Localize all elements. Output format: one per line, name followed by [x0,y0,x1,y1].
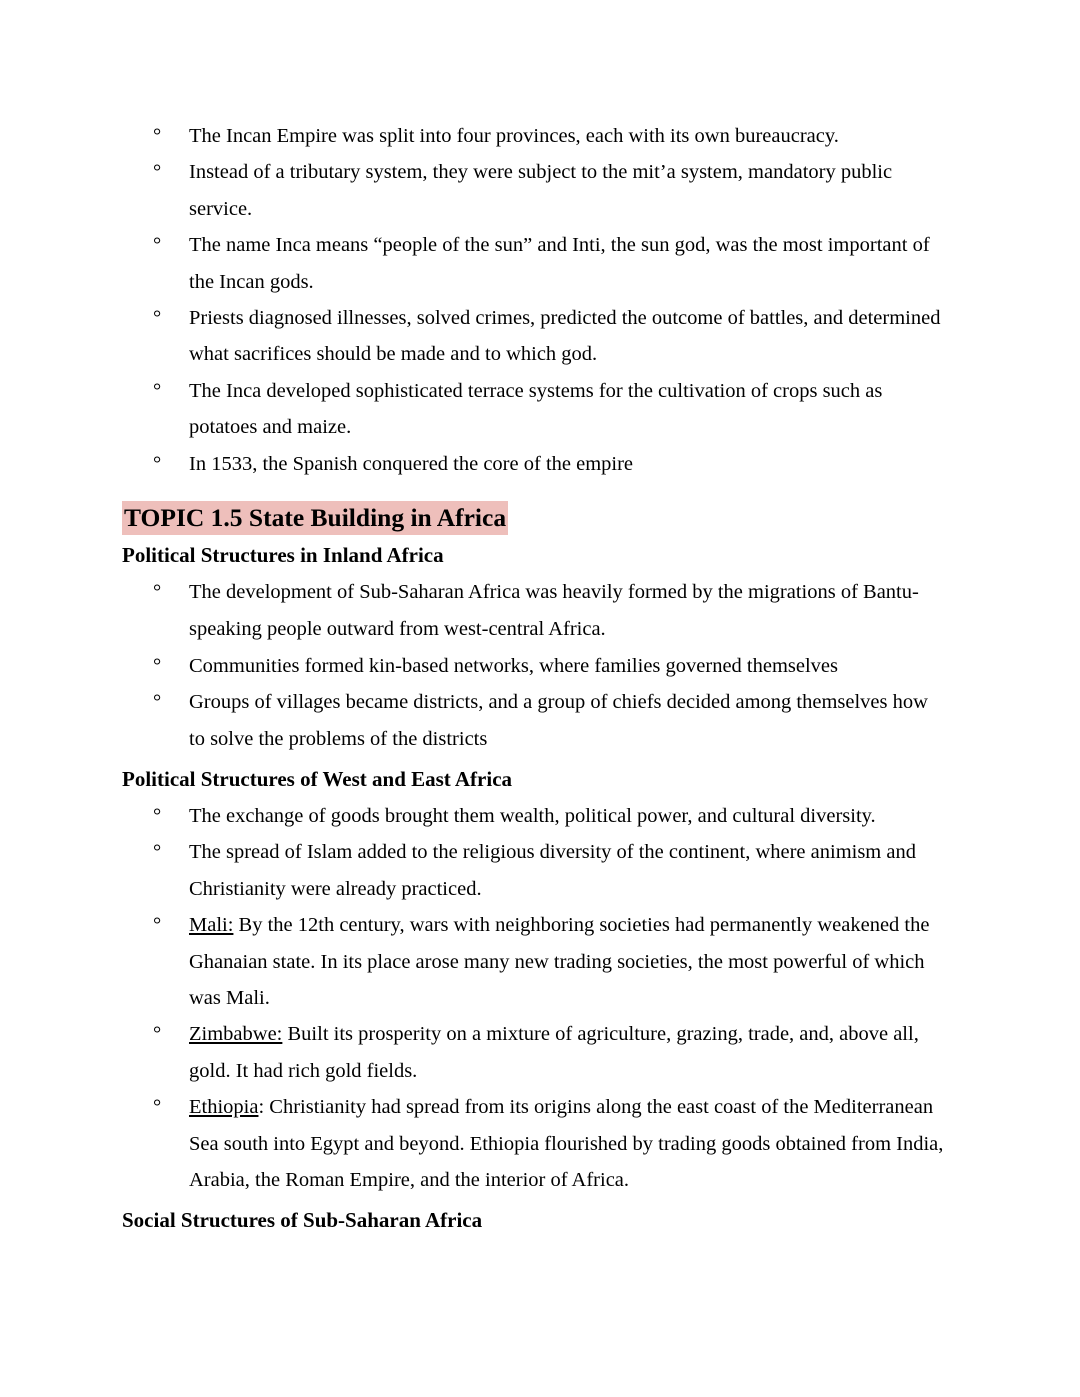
list-item-lead-term: Zimbabwe: [189,1023,283,1046]
subheading-social-structures: Social Structures of Sub-Saharan Africa [122,1207,483,1232]
list-item [122,907,946,1016]
subheading-west-east-africa: Political Structures of West and East Africa [122,767,513,792]
list-item [122,1089,946,1198]
list-item-text: The Inca developed sophisticated terrace systems for the cultivation of crops such as potatoes and maize. [189,379,883,439]
west-east-africa-bullet-list [122,798,946,1198]
list-item [122,118,946,154]
list-item [122,154,946,227]
document-content [122,118,946,1239]
list-item-text: The development of Sub-Saharan Africa was heavily formed by the migrations of Bantu-speaking people outward from west-central Africa. [189,581,919,640]
list-item-text: The name Inca means “people of the sun” and Inti, the sun god, was the most important of the Incan gods. [189,234,930,293]
degree-bullet-icon [153,1016,161,1052]
list-item [122,574,946,648]
list-item-text: Instead of a tributary system, they were subject to the mit’a system, mandatory public service. [189,161,893,220]
list-item-text: Built its prosperity on a mixture of agriculture, grazing, trade, and, above all, gold. It had rich gold fields. [189,1023,919,1082]
degree-bullet-icon [153,446,161,482]
list-item-text: : Christianity had spread from its origins along the east coast of the Mediterranean Sea south into Egypt and beyond. Ethiopia flourished by trading goods obtained from India, Arabia, the Roman Empire, and the interior of Africa. [189,1096,944,1192]
degree-bullet-icon [153,373,161,409]
list-item [122,373,946,446]
degree-bullet-icon [153,648,161,685]
list-item-text: The Incan Empire was split into four provinces, each with its own bureaucracy. [189,125,839,147]
subheading-inland-africa: Political Structures in Inland Africa [122,543,444,568]
degree-bullet-icon [153,154,161,190]
degree-bullet-icon [153,574,161,611]
list-item [122,834,946,907]
degree-bullet-icon [153,834,161,870]
list-item-text: The exchange of goods brought them wealth, political power, and cultural diversity. [189,805,876,828]
degree-bullet-icon [153,300,161,336]
degree-bullet-icon [153,684,161,721]
degree-bullet-icon [153,227,161,263]
list-item [122,798,946,834]
list-item [122,1016,946,1089]
degree-bullet-icon [153,907,161,943]
list-item-text: Communities formed kin-based networks, where families governed themselves [189,654,839,677]
list-item [122,300,946,373]
inca-bullet-list [122,118,946,482]
inland-africa-bullet-list [122,574,946,758]
degree-bullet-icon [153,1089,161,1125]
list-item-lead-term: Ethiopia [189,1096,259,1119]
list-item-text: In 1533, the Spanish conquered the core of the empire [189,452,634,475]
list-item-text: Priests diagnosed illnesses, solved crimes, predicted the outcome of battles, and determined what sacrifices should be made and to which god. [189,307,941,366]
topic-heading-text: TOPIC 1.5 State Building in Africa [122,501,508,535]
list-item-text: The spread of Islam added to the religious diversity of the continent, where animism and Christianity were already practiced. [189,841,916,900]
list-item [122,227,946,300]
list-item [122,648,946,685]
list-item-lead-term: Mali: [189,914,234,937]
list-item [122,684,946,758]
topic-heading [122,501,946,535]
list-item [122,446,946,482]
list-item-text: By the 12th century, wars with neighboring societies had permanently weakened the Ghanaian state. In its place arose many new trading societies, the most powerful of which was Mali. [189,914,930,1010]
degree-bullet-icon [153,798,161,834]
list-item-text: Groups of villages became districts, and a group of chiefs decided among themselves how to solve the problems of the districts [189,691,928,751]
degree-bullet-icon [153,118,161,154]
